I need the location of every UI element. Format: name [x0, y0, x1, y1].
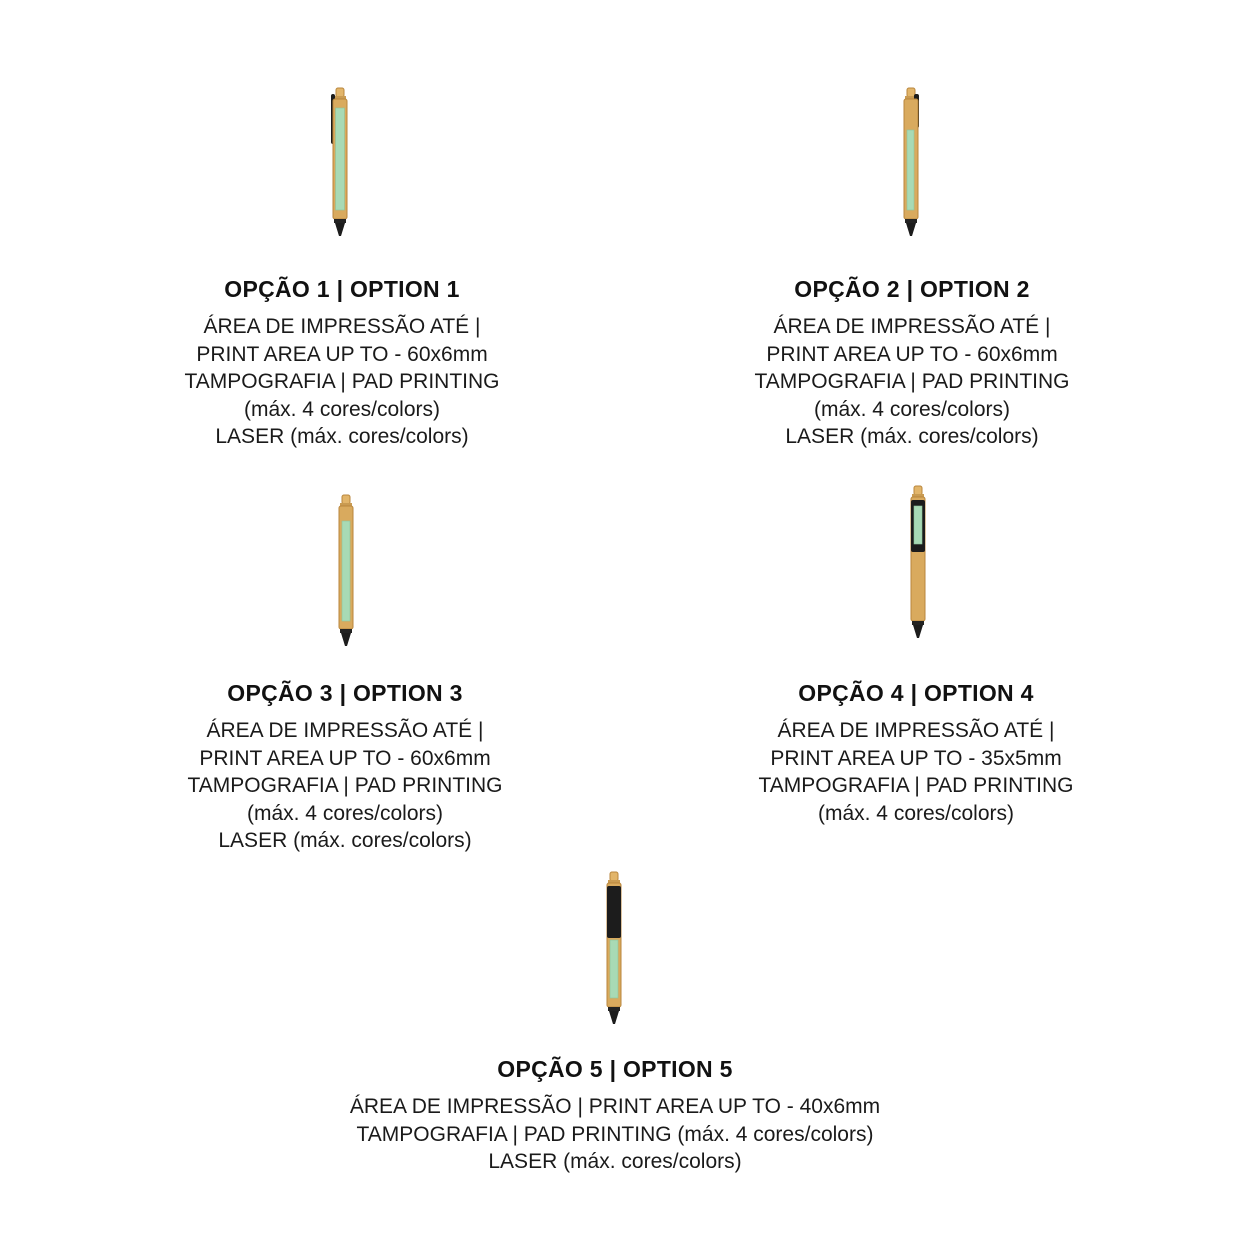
pen-option-2-icon — [893, 86, 929, 238]
option-4-line-4: (máx. 4 cores/colors) — [817, 801, 1015, 825]
option-3-line-1: ÁREA DE IMPRESSÃO ATÉ | — [206, 719, 484, 742]
option-4-line-3: TAMPOGRAFIA | PAD PRINTING — [758, 774, 1074, 797]
option-3-line-4: (máx. 4 cores/colors) — [246, 801, 444, 825]
option-2-line-4: (máx. 4 cores/colors) — [813, 397, 1011, 421]
option-3-line-3: TAMPOGRAFIA | PAD PRINTING — [187, 774, 503, 797]
option-3-line-5: LASER (máx. cores/colors) — [218, 829, 472, 852]
pen-option-5-icon — [596, 870, 632, 1025]
option-1-line-4: (máx. 4 cores/colors) — [243, 397, 441, 421]
option-1-line-5: LASER (máx. cores/colors) — [215, 425, 469, 448]
option-2-block — [682, 275, 1142, 451]
option-1-line-2: PRINT AREA UP TO - 60x6mm — [196, 342, 488, 366]
pen-option-1-icon — [322, 86, 358, 238]
option-5-line-3: LASER (máx. cores/colors) — [488, 1150, 742, 1173]
pen-option-3-icon — [328, 493, 364, 648]
option-1-line-1: ÁREA DE IMPRESSÃO ATÉ | — [203, 315, 481, 338]
option-5-block — [265, 1055, 965, 1176]
option-4-line-1: ÁREA DE IMPRESSÃO ATÉ | — [777, 719, 1055, 742]
option-4-title: OPÇÃO 4 | OPTION 4 — [798, 680, 1034, 706]
option-2-line-3: TAMPOGRAFIA | PAD PRINTING — [754, 370, 1070, 393]
option-5-title: OPÇÃO 5 | OPTION 5 — [497, 1056, 733, 1082]
option-1-line-3: TAMPOGRAFIA | PAD PRINTING — [184, 370, 500, 393]
option-4-line-2: PRINT AREA UP TO - 35x5mm — [770, 746, 1062, 770]
option-5-line-1: ÁREA DE IMPRESSÃO | PRINT AREA UP TO - 40x6mm — [349, 1095, 881, 1118]
option-2-title: OPÇÃO 2 | OPTION 2 — [794, 276, 1030, 302]
option-5-line-2: TAMPOGRAFIA | PAD PRINTING (máx. 4 cores/colors) — [356, 1122, 874, 1146]
option-2-line-5: LASER (máx. cores/colors) — [785, 425, 1039, 448]
option-2-line-2: PRINT AREA UP TO - 60x6mm — [766, 342, 1058, 366]
option-1-title: OPÇÃO 1 | OPTION 1 — [224, 276, 460, 302]
option-4-block — [686, 679, 1146, 827]
option-3-line-2: PRINT AREA UP TO - 60x6mm — [199, 746, 491, 770]
option-1-block — [112, 275, 572, 451]
option-3-block — [115, 679, 575, 855]
pen-option-4-icon — [900, 484, 936, 640]
option-3-title: OPÇÃO 3 | OPTION 3 — [227, 680, 463, 706]
option-2-line-1: ÁREA DE IMPRESSÃO ATÉ | — [773, 315, 1051, 338]
